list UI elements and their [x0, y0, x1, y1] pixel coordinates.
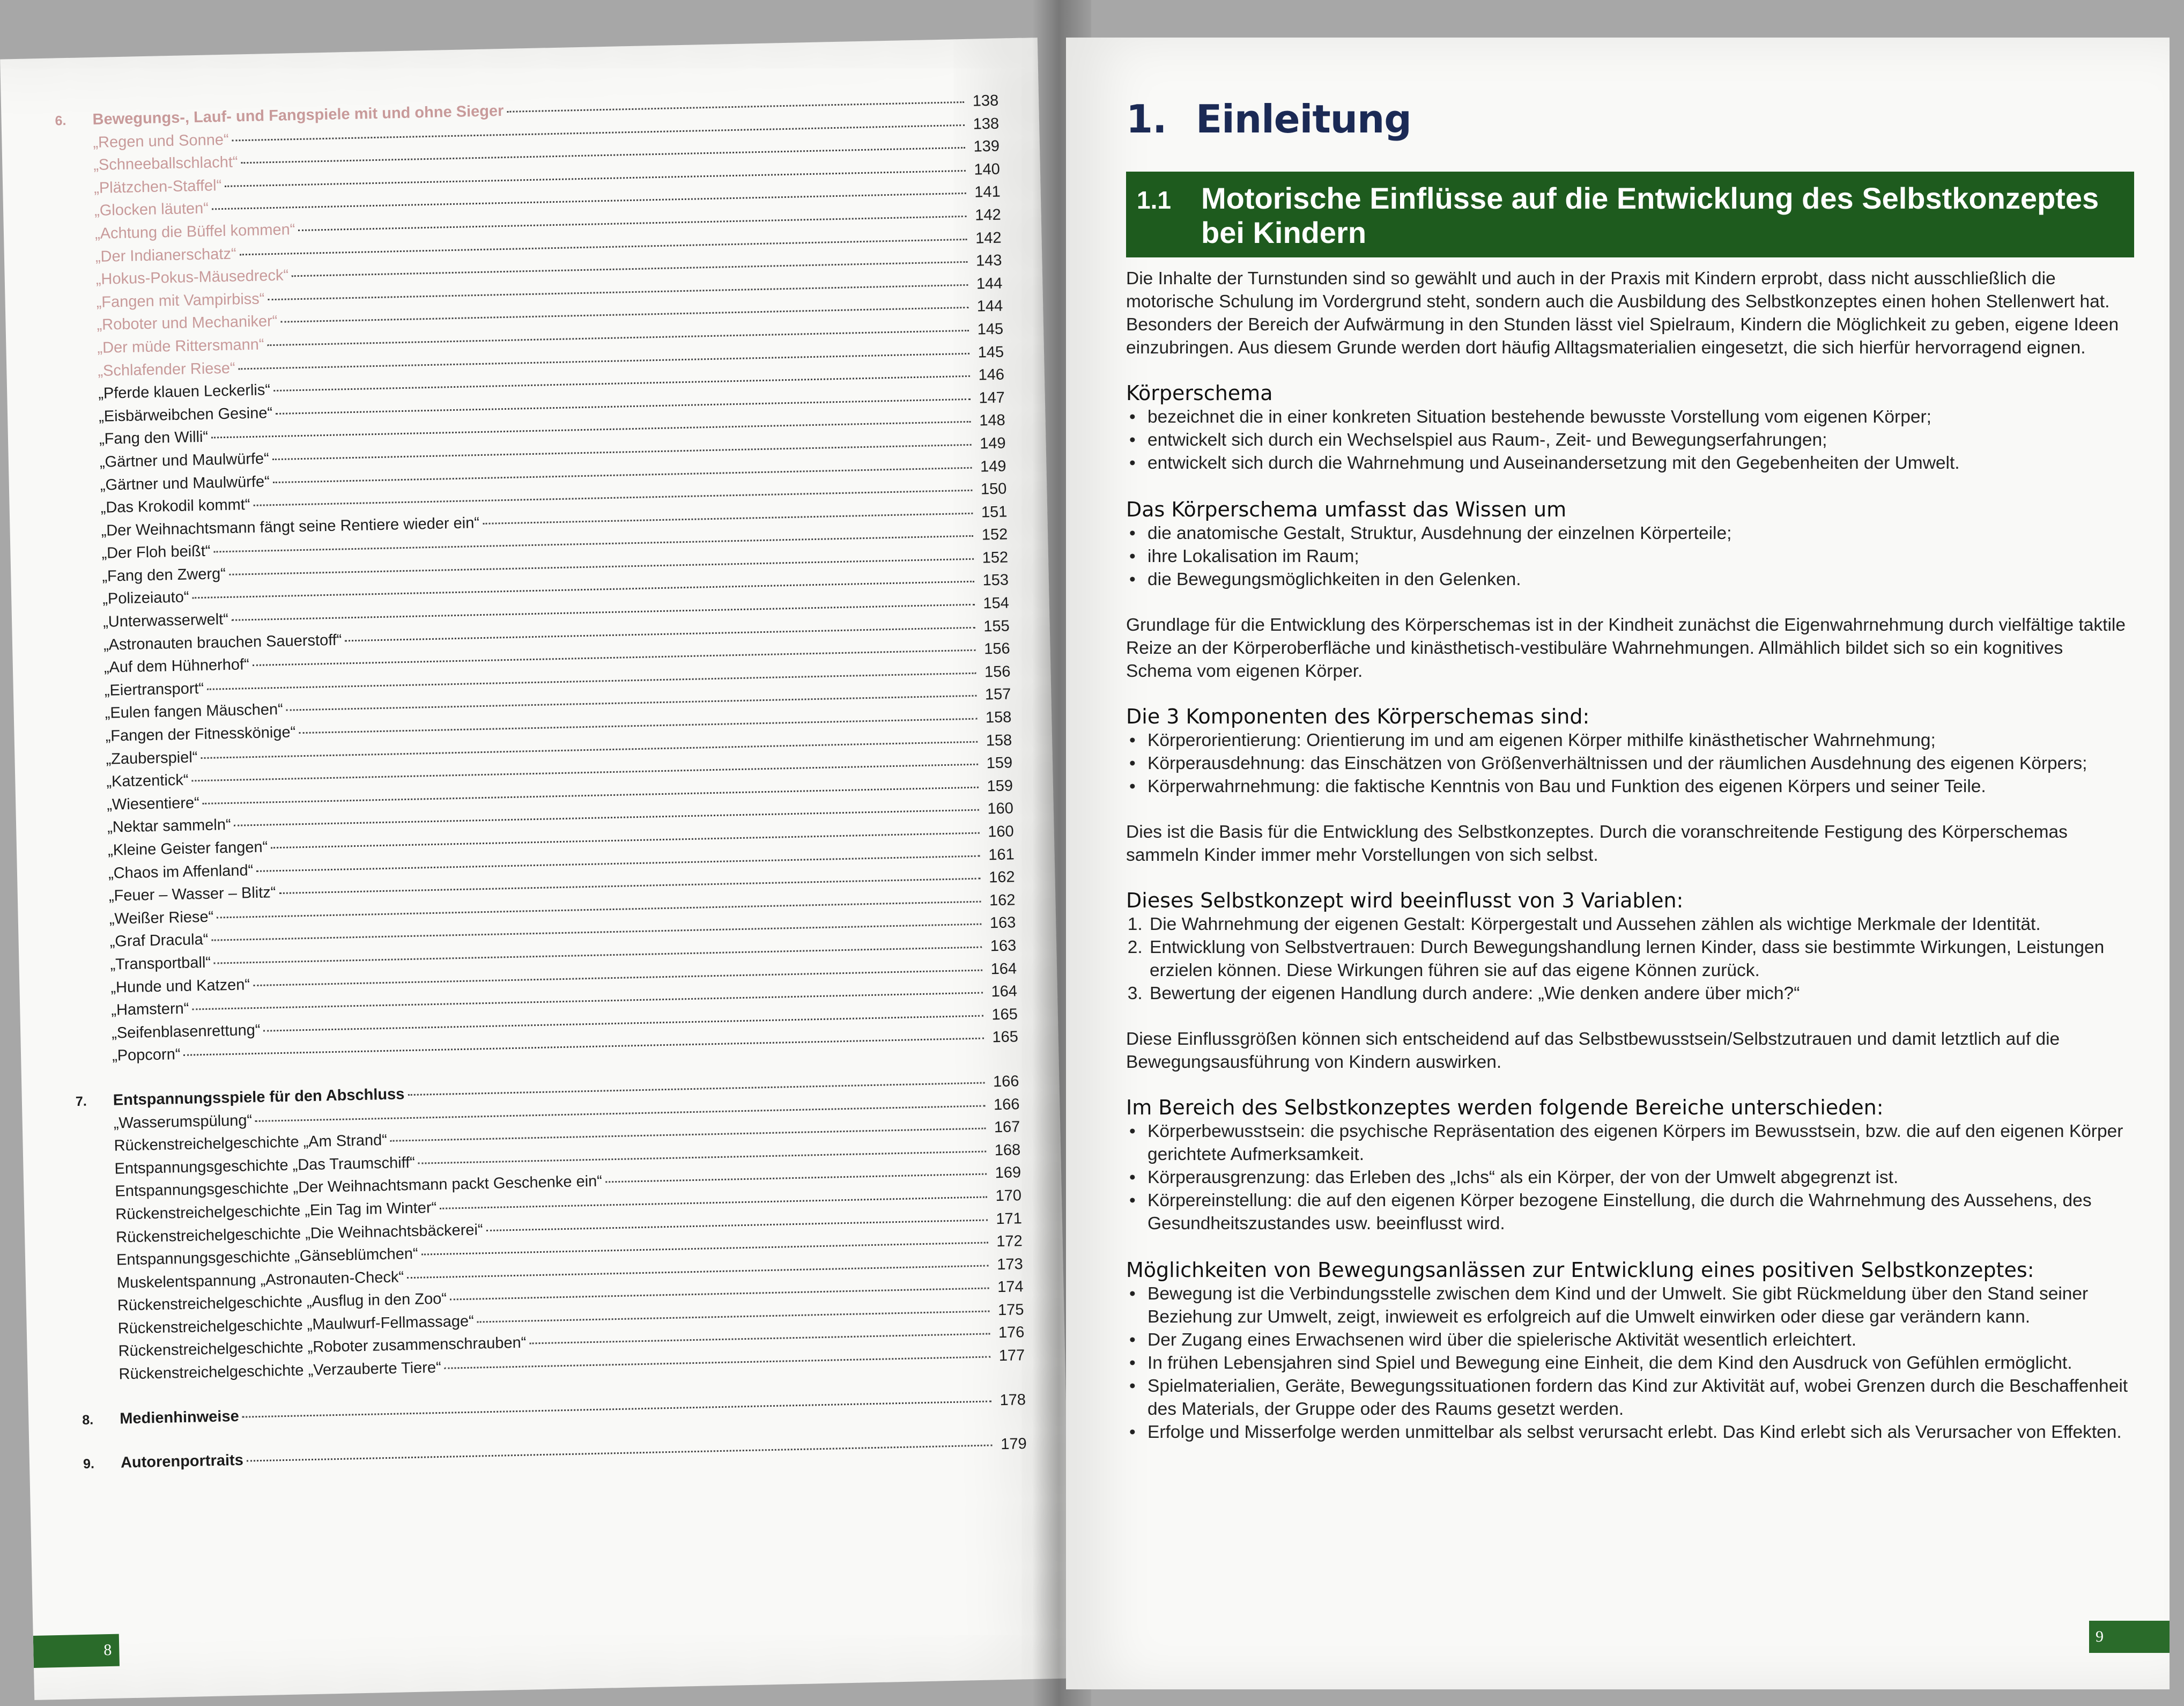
toc-number — [58, 284, 96, 285]
toc-title: „Hokus-Pokus-Mäusedreck“ — [95, 267, 289, 289]
toc-page-number: 157 — [984, 685, 1011, 704]
toc-page-number: 146 — [978, 366, 1005, 384]
body-text — [1126, 267, 2129, 1466]
left-page — [0, 38, 1072, 1700]
toc-page-number: 144 — [976, 275, 1003, 293]
toc-page-number: 143 — [975, 252, 1002, 270]
chapter-heading — [1126, 97, 1411, 142]
toc-title: Entspannungsspiele für den Abschluss — [113, 1085, 405, 1109]
toc-dot-leader — [345, 626, 975, 641]
toc-title: „Roboter und Mechaniker“ — [97, 313, 278, 334]
toc-page-number: 145 — [977, 320, 1004, 338]
toc-title: „Schneeballschlacht“ — [93, 153, 238, 174]
toc-page-number: 169 — [995, 1164, 1021, 1182]
toc-page-number: 139 — [973, 137, 1000, 156]
toc-title: „Astronauten brauchen Sauerstoff“ — [103, 631, 342, 654]
toc-number — [56, 170, 94, 171]
toc-number: 7. — [75, 1094, 87, 1110]
heading-bereiche: Im Bereich des Selbstkonzeptes werden folgende Bereiche unterschieden: — [1126, 1096, 1884, 1119]
toc-page-number: 141 — [974, 183, 1001, 201]
toc-page-number: 164 — [990, 959, 1017, 978]
basis-paragraph: Dies ist die Basis für die Entwicklung des Selbstkonzeptes. Durch die voranschreitende Festigung des Körperschemas sammeln Kinder immer mehr Vorstellungen von sich selbst. — [1126, 822, 2068, 865]
toc-title: Medienhinweise — [119, 1407, 239, 1428]
toc-page-number: 162 — [988, 868, 1015, 887]
toc-title: „Der Weihnachtsmann fängt seine Rentiere wieder ein“ — [101, 514, 480, 540]
toc-page-number: 158 — [986, 731, 1012, 749]
toc-number — [70, 832, 107, 833]
toc-number — [56, 147, 93, 148]
toc-number — [62, 444, 99, 445]
list-item: • Körperbewusstsein: die psychische Repräsentation des eigenen Körpers im Bewusstsein, bzw. die auf den eigenen Körper gerichtete Aufmerksamkeit. — [1147, 1120, 2129, 1166]
toc-page-number: 145 — [978, 343, 1004, 361]
toc-title: Autorenportraits — [120, 1451, 244, 1472]
toc-title: „Eiertransport“ — [104, 680, 204, 699]
toc-number — [78, 1242, 116, 1243]
toc-page-number: 147 — [979, 389, 1005, 407]
toc-title: „Unterwasserwelt“ — [102, 610, 229, 631]
toc-title: Rückenstreichelgeschichte „Maulwurf-Fellmassage“ — [117, 1312, 475, 1338]
toc-number — [65, 581, 102, 582]
toc-page-number: 151 — [981, 503, 1008, 521]
toc-number — [79, 1265, 116, 1266]
toc-title: „Wasserumspülung“ — [113, 1111, 253, 1132]
toc-page-number: 168 — [994, 1141, 1021, 1159]
toc-number — [64, 558, 102, 559]
toc-title: Muskelentspannung „Astronauten-Check“ — [116, 1268, 404, 1292]
toc-number — [59, 307, 97, 308]
toc-title: Rückenstreichelgeschichte „Verzauberte Tiere“ — [119, 1358, 442, 1383]
toc-dot-leader — [507, 101, 964, 113]
list-item: • Der Zugang eines Erwachsenen wird über die spielerische Aktivität wesentlich erleichtert. — [1147, 1328, 2129, 1351]
toc-title: „Fang den Zwerg“ — [102, 565, 226, 585]
toc-page-number: 153 — [982, 571, 1009, 589]
toc-title: „Polizeiauto“ — [102, 588, 189, 608]
list-variablen — [1126, 913, 2129, 1005]
list-item: • bezeichnet die in einer konkreten Situation bestehende bewusste Vorstellung vom eigenen Körper; — [1147, 405, 2129, 429]
toc-page-number: 163 — [990, 937, 1017, 955]
toc-number — [70, 855, 108, 856]
heading-koerperschema: Körperschema — [1126, 381, 1273, 405]
toc-title: „Eulen fangen Mäuschen“ — [105, 701, 284, 722]
toc-title: Rückenstreichelgeschichte „Die Weihnachtsbäckerei“ — [115, 1221, 483, 1246]
section-title-bar — [1126, 172, 2134, 257]
list-item: 2. Entwicklung von Selbstvertrauen: Durch Bewegungshandlung lernen Kinder, dass sie bestimmte Wirkungen, Leistungen erzielen können. Diese Wirkungen führen sie auf das eigene Können zurück. — [1147, 936, 2129, 982]
toc-title: „Nektar sammeln“ — [107, 816, 231, 837]
toc-title: Rückenstreichelgeschichte „Ein Tag im Winter“ — [115, 1199, 437, 1223]
list-item: • Spielmaterialien, Geräte, Bewegungssituationen fordern das Kind zur Aktivität auf, wobei Grenzen durch die Beschaffenheit des Materials, der Gruppe oder des Raums gesetzt werden. — [1147, 1375, 2129, 1421]
toc-number — [66, 649, 103, 650]
toc-title: „Kleine Geister fangen“ — [107, 838, 268, 859]
list-item: • Erfolge und Misserfolge werden unmittelbar als selbst verursacht erlebt. Das Kind erlebt sich als Verursacher von Effekten. — [1147, 1421, 2129, 1444]
toc-number — [62, 467, 100, 468]
toc-title: „Katzentick“ — [106, 771, 189, 791]
toc-title: „Graf Dracula“ — [109, 931, 209, 951]
toc-title: Entspannungsgeschichte „Das Traumschiff“ — [114, 1154, 416, 1178]
heading-komponenten: Die 3 Komponenten des Körperschemas sind: — [1126, 705, 1590, 728]
toc-number — [82, 1379, 119, 1380]
toc-title: „Gärtner und Maulwürfe“ — [99, 450, 270, 471]
toc-page-number: 161 — [988, 845, 1015, 863]
heading-moeglichkeiten: Möglichkeiten von Bewegungsanlässen zur Entwicklung eines positiven Selbstkonzeptes: — [1126, 1258, 2034, 1282]
toc-title: „Der müde Rittersmann“ — [97, 336, 264, 357]
toc-page-number: 158 — [985, 708, 1012, 727]
toc-number — [73, 992, 111, 993]
toc-title: „Eisbärweibchen Gesine“ — [98, 404, 273, 425]
chapter-title: Einleitung — [1196, 97, 1411, 142]
page-number-left: 8 — [33, 1634, 120, 1668]
toc-dot-leader — [418, 1150, 986, 1164]
toc-page-number: 173 — [996, 1255, 1023, 1273]
toc-number — [81, 1356, 119, 1357]
toc-number — [68, 741, 106, 742]
toc-title: „Der Floh beißt“ — [101, 542, 211, 563]
intro-paragraph: Die Inhalte der Turnstunden sind so gewählt und auch in der Praxis mit Kindern erprobt, dass nicht ausschließlich die motorische Schulung im Vordergrund steht, sondern auch die Ausbildung des Selbstkonzeptes einen hohen Stellenwert hat. Besonders der Bereich der Aufwärmung in den Stunden lässt viel Spielraum, Kindern die Möglichkeit zu geben, eigene Ideen einzubringen. Aus diesem Grunde werden dort häufig Alltagsmaterialien eingesetzt, die sich hierfür hervorragend eignen. — [1126, 269, 2119, 358]
toc-title: „Wiesentiere“ — [106, 794, 200, 814]
list-item: • Körpereinstellung: die auf den eigenen Körper bezogene Einstellung, die durch die Wahrnehmung des Aussehens, des Gesundheitszustandes usw. beeinflusst wird. — [1147, 1189, 2129, 1235]
toc-page-number: 156 — [984, 663, 1011, 681]
list-komponenten — [1126, 729, 2129, 798]
toc-page-number: 167 — [994, 1118, 1020, 1136]
toc-title: „Zauberspiel“ — [106, 748, 198, 768]
list-item: • Körperausgrenzung: das Erleben des „Ichs“ als ein Körper, der von der Umwelt abgegrenzt ist. — [1147, 1166, 2129, 1189]
toc-title: „Glocken läuten“ — [94, 200, 209, 220]
toc-title: „Hamstern“ — [111, 1000, 189, 1019]
toc-number — [77, 1173, 115, 1174]
toc-title: „Plätzchen-Staffel“ — [93, 176, 222, 197]
toc-title: „Fangen der Fitnesskönige“ — [105, 723, 296, 745]
list-item: • Körperausdehnung: das Einschätzen von Größenverhältnissen und der räumlichen Ausdehnung des eigenen Körpers; — [1147, 752, 2129, 775]
toc-title: „Seifenblasenrettung“ — [111, 1021, 261, 1042]
toc-dot-leader — [247, 1445, 993, 1462]
toc-page-number: 166 — [993, 1073, 1019, 1091]
toc-page-number: 140 — [974, 160, 1001, 179]
grundlage-paragraph: Grundlage für die Entwicklung des Körperschemas ist in der Kindheit zunächst die Eigenwahrnehmung durch vielfältige taktile Reize an der Körperoberfläche und kinästhetisch-vestibuläre Wahrnehmungen. Allmählich bildet sich so ein kognitives Schema vom eigenen Körper. — [1126, 615, 2126, 681]
list-item: • die anatomische Gestalt, Struktur, Ausdehnung der einzelnen Körperteile; — [1147, 522, 2129, 545]
toc-number — [80, 1333, 118, 1334]
toc-dot-leader — [483, 512, 973, 524]
toc-number — [78, 1219, 116, 1220]
toc-title: „Chaos im Affenland“ — [108, 861, 254, 882]
toc-title: „Gärtner und Maulwürfe“ — [100, 472, 270, 494]
list-item: 3. Bewertung der eigenen Handlung durch andere: „Wie denken andere über mich?“ — [1147, 982, 2129, 1005]
toc-title: „Schlafender Riese“ — [98, 359, 235, 380]
toc-title: Rückenstreichelgeschichte „Am Strand“ — [114, 1132, 388, 1155]
toc-number: 9. — [83, 1456, 95, 1472]
toc-page-number: 142 — [975, 229, 1002, 247]
toc-title: „Fang den Willi“ — [99, 428, 209, 448]
list-wissen — [1126, 522, 2129, 591]
toc-number — [61, 375, 98, 376]
list-koerperschema — [1126, 405, 2129, 475]
list-item: • entwickelt sich durch die Wahrnehmung und Auseinandersetzung mit den Gegebenheiten der Umwelt. — [1147, 452, 2129, 475]
toc-page-number: 154 — [983, 594, 1010, 612]
list-item: • entwickelt sich durch ein Wechselspiel aus Raum-, Zeit- und Bewegungserfahrungen; — [1147, 429, 2129, 452]
toc-title: Entspannungsgeschichte „Gänseblümchen“ — [116, 1245, 418, 1269]
toc-page-number: 152 — [981, 526, 1008, 544]
toc-title: Rückenstreichelgeschichte „Roboter zusammenschrauben“ — [118, 1334, 527, 1360]
toc-number — [68, 718, 105, 719]
toc-title: „Der Indianerschatz“ — [95, 245, 236, 265]
toc-dot-leader — [529, 1333, 990, 1345]
toc-number — [71, 901, 109, 902]
toc-title: „Transportball“ — [110, 954, 211, 973]
list-item: • die Bewegungsmöglichkeiten in den Gelenken. — [1147, 568, 2129, 591]
toc-title: „Regen und Sonne“ — [93, 131, 229, 151]
toc-title: „Achtung die Büffel kommen“ — [94, 221, 295, 242]
toc-number: 6. — [55, 113, 66, 129]
toc-page-number: 178 — [1000, 1391, 1026, 1409]
toc-dot-leader — [486, 1219, 988, 1231]
toc-page-number: 160 — [988, 823, 1015, 841]
list-item: 1. Die Wahrnehmung der eigenen Gestalt: Körpergestalt und Aussehen zählen als wichtige Merkmale der Identität. — [1147, 913, 2129, 936]
toc-dot-leader — [408, 1082, 984, 1096]
right-page — [1066, 38, 2170, 1689]
toc-page-number: 170 — [995, 1187, 1022, 1205]
toc-dot-leader — [450, 1288, 989, 1301]
toc-title: „Feuer – Wasser – Blitz“ — [108, 884, 276, 905]
toc-number — [56, 193, 94, 194]
table-of-contents — [55, 90, 1027, 1475]
list-item: • Körperorientierung: Orientierung im und am eigenen Körper mithilfe kinästhetischer Wahrnehmung; — [1147, 729, 2129, 752]
toc-page-number: 138 — [973, 115, 1000, 133]
toc-page-number: 179 — [1000, 1435, 1027, 1453]
toc-page-number: 177 — [998, 1347, 1025, 1365]
toc-title: „Auf dem Hühnerhof“ — [103, 656, 250, 677]
page-number-right: 9 — [2089, 1621, 2170, 1653]
toc-title: Bewegungs-, Lauf- und Fangspiele mit und ohne Sieger — [92, 102, 504, 129]
list-item: • Körperwahrnehmung: die faktische Kenntnis von Bau und Funktion des eigenen Körpers und seiner Teile. — [1147, 775, 2129, 798]
list-bereiche — [1126, 1120, 2129, 1235]
toc-page-number: 155 — [983, 617, 1010, 636]
list-item: • ihre Lokalisation im Raum; — [1147, 545, 2129, 568]
list-item: • Bewegung ist die Verbindungsstelle zwischen dem Kind und der Umwelt. Sie gibt Rückmeldung über den Stand seiner Beziehung zur Umwelt, zeigt, inwieweit es erfolgreich auf die Umwelt einwirken oder diese gar verändern kann. — [1147, 1282, 2129, 1328]
heading-wissen: Das Körperschema umfasst das Wissen um — [1126, 498, 1567, 521]
toc-page-number: 162 — [989, 891, 1016, 910]
toc-page-number: 172 — [996, 1232, 1023, 1251]
toc-page-number: 159 — [986, 754, 1013, 772]
toc-page-number: 163 — [989, 914, 1016, 932]
toc-page-number: 171 — [996, 1209, 1023, 1228]
einfluss-paragraph: Diese Einflussgrößen können sich entscheidend auf das Selbstbewusstsein/Selbstzutrauen und damit letztlich auf die Bewegungsausführung von Kindern auswirken. — [1126, 1029, 2060, 1072]
toc-page-number: 164 — [991, 983, 1018, 1001]
toc-title: Rückenstreichelgeschichte „Ausflug in den Zoo“ — [117, 1290, 447, 1314]
toc-page-number: 148 — [979, 411, 1006, 430]
toc-page-number: 165 — [992, 1028, 1019, 1046]
toc-number — [61, 398, 98, 399]
section-number: 1.1 — [1137, 186, 1171, 214]
toc-page-number: 159 — [987, 777, 1013, 795]
toc-page-number: 156 — [983, 640, 1010, 658]
section-title: Motorische Einflüsse auf die Entwicklung des Selbstkonzeptes bei Kindern — [1201, 181, 2099, 249]
toc-page-number: 175 — [997, 1301, 1024, 1319]
toc-dot-leader — [440, 1196, 987, 1209]
chapter-number: 1. — [1126, 97, 1167, 142]
toc-dot-leader — [605, 1173, 987, 1183]
toc-page-number: 174 — [997, 1278, 1024, 1296]
toc-page-number: 149 — [979, 434, 1006, 453]
list-moeglichkeiten — [1126, 1282, 2129, 1444]
toc-page-number: 142 — [974, 206, 1001, 224]
toc-page-number: 144 — [976, 297, 1003, 315]
toc-title: Entspannungsgeschichte „Der Weihnachtsmann packt Geschenke ein“ — [115, 1172, 603, 1200]
toc-number: 8. — [82, 1412, 94, 1428]
toc-dot-leader — [390, 1128, 986, 1142]
toc-title: „Weißer Riese“ — [109, 908, 214, 928]
toc-dot-leader — [407, 1265, 989, 1279]
toc-title: „Hunde und Katzen“ — [110, 976, 250, 996]
toc-page-number: 149 — [980, 457, 1006, 475]
toc-title: „Das Krokodil kommt“ — [100, 496, 250, 516]
toc-dot-leader — [445, 1356, 991, 1369]
toc-title: „Fangen mit Vampirbiss“ — [96, 290, 265, 311]
heading-variablen: Dieses Selbstkonzept wird beeinflusst von 3 Variablen: — [1126, 889, 1684, 912]
toc-page-number: 150 — [980, 480, 1007, 498]
toc-page-number: 165 — [991, 1005, 1018, 1024]
list-item: • In frühen Lebensjahren sind Spiel und Bewegung eine Einheit, die dem Kind den Ausdruck von Gefühlen ermöglicht. — [1147, 1351, 2129, 1375]
toc-dot-leader — [421, 1242, 988, 1256]
toc-page-number: 166 — [993, 1095, 1020, 1113]
toc-number — [74, 1015, 112, 1016]
toc-page-number: 138 — [972, 92, 999, 110]
toc-page-number: 176 — [998, 1324, 1025, 1342]
toc-dot-leader — [477, 1310, 990, 1323]
toc-title: „Popcorn“ — [112, 1046, 181, 1065]
toc-page-number: 160 — [987, 800, 1014, 818]
toc-title: „Pferde klauen Leckerlis“ — [98, 381, 271, 403]
toc-page-number: 152 — [982, 549, 1009, 567]
